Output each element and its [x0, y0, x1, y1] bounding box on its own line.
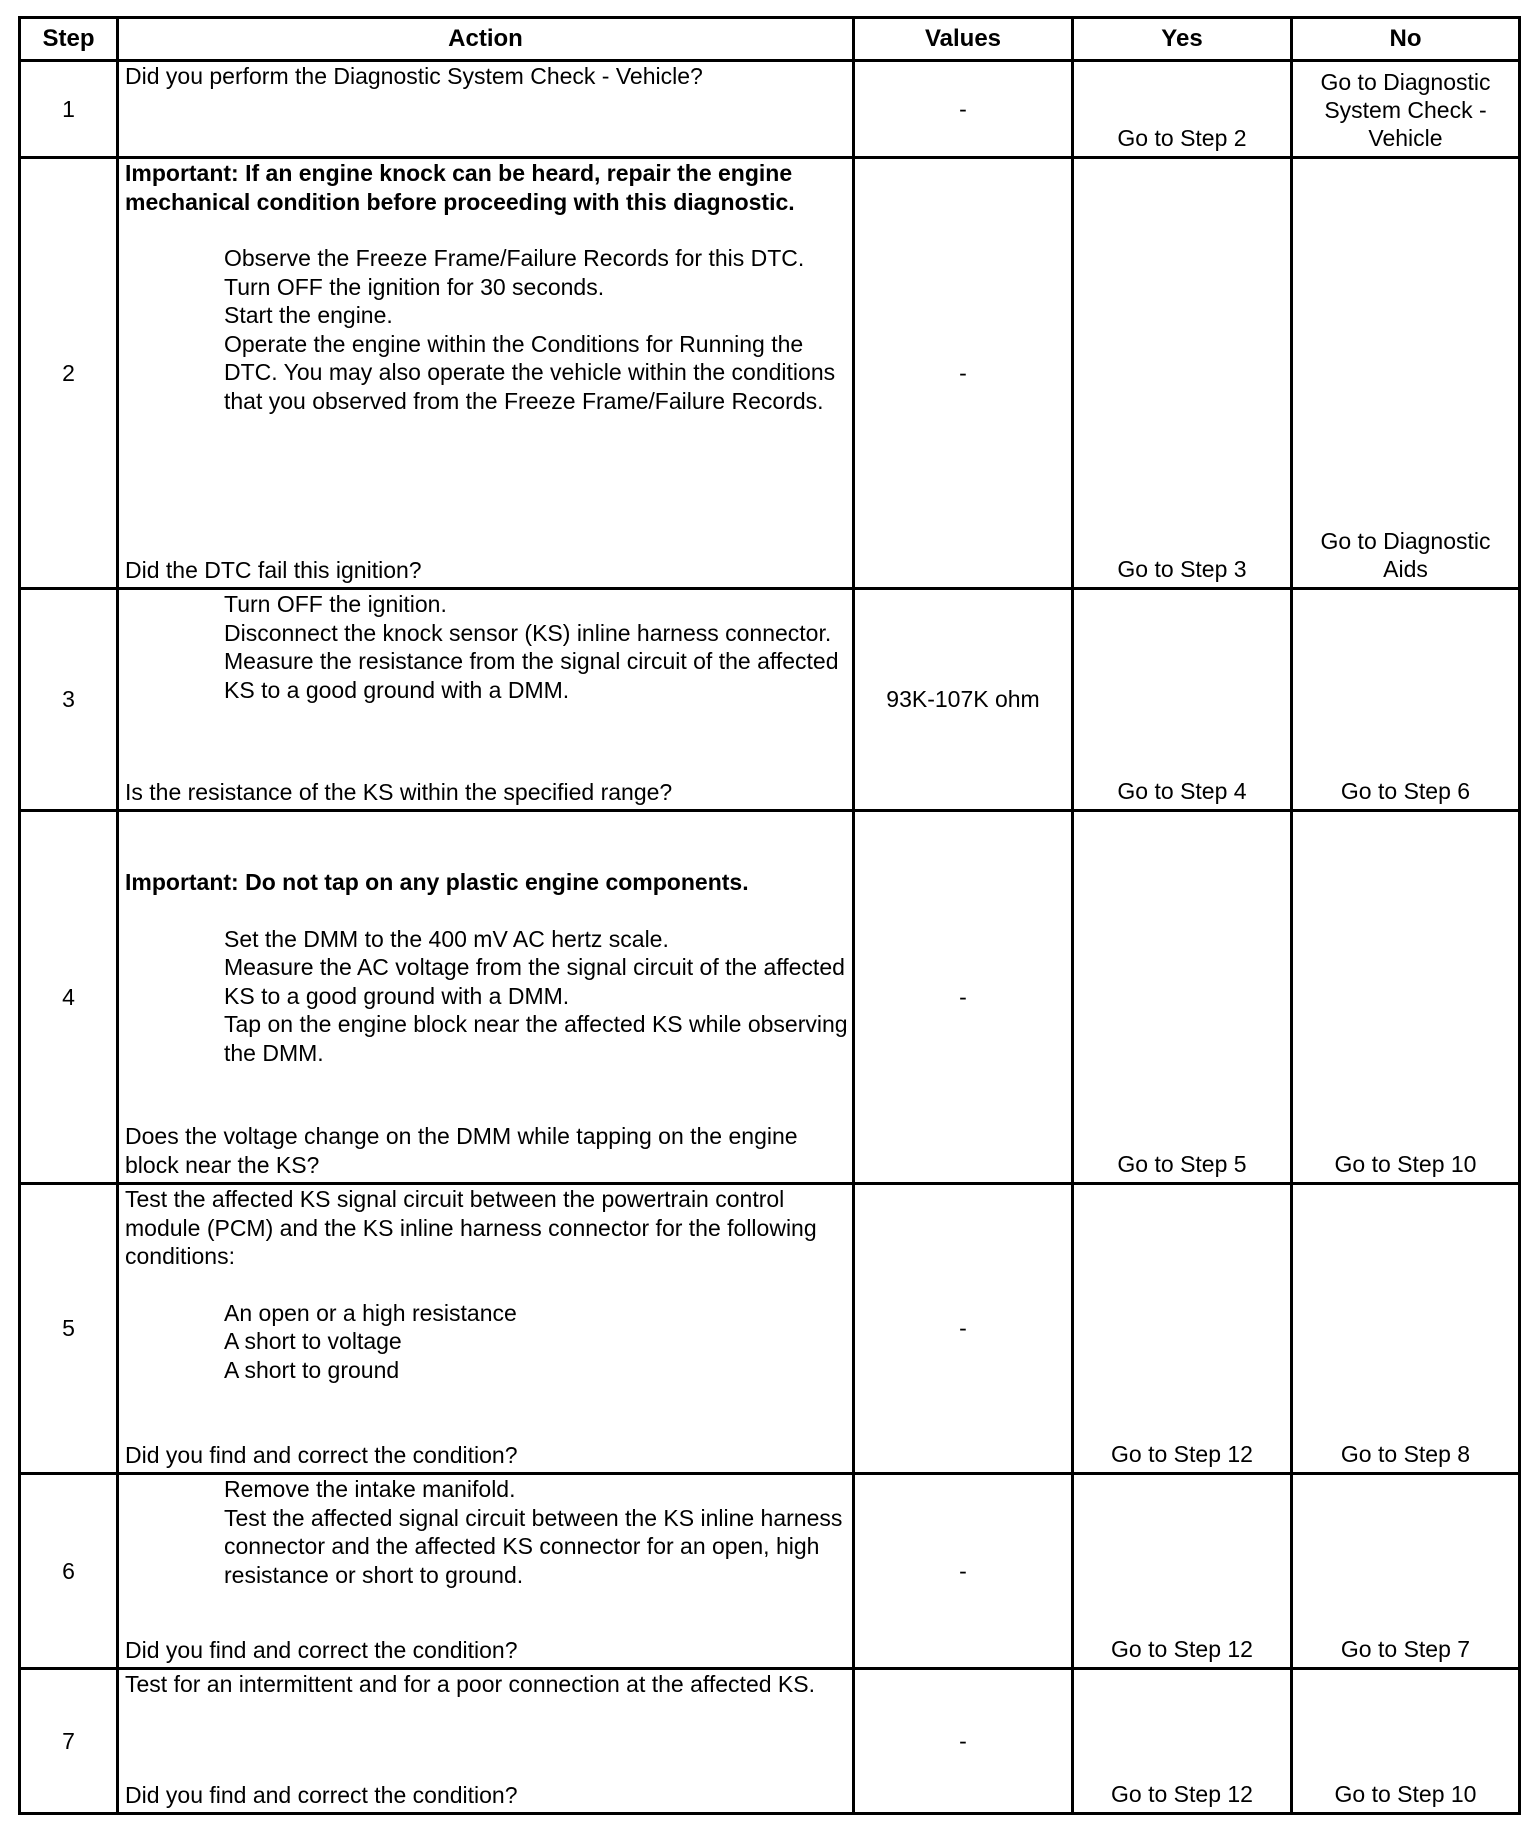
yes-cell: Go to Step 12 [1073, 1474, 1292, 1669]
action-cell [118, 158, 854, 589]
header-row [20, 18, 1520, 61]
no-cell: Go to Diagnostic Aids [1292, 158, 1520, 589]
step-number: 4 [20, 811, 118, 1184]
table-row [20, 1474, 1520, 1669]
yes-cell: Go to Step 2 [1073, 61, 1292, 158]
action-step: Turn OFF the ignition. [224, 591, 447, 617]
no-cell: Go to Step 7 [1292, 1474, 1520, 1669]
action-step: Set the DMM to the 400 mV AC hertz scale. [224, 925, 669, 952]
action-step: Observe the Freeze Frame/Failure Records for this DTC. [224, 245, 805, 271]
action-step: Measure the resistance from the signal circuit of the affected KS to a good ground with a DMM. [224, 648, 839, 703]
table-row [20, 61, 1520, 158]
action-question: Did you find and correct the condition? [125, 1781, 518, 1808]
table-row [20, 811, 1520, 1184]
yes-cell: Go to Step 12 [1073, 1669, 1292, 1814]
table-row [20, 1669, 1520, 1814]
values-cell: - [854, 1669, 1073, 1814]
yes-cell: Go to Step 5 [1073, 811, 1292, 1184]
important-note: Important: If an engine knock can be heard, repair the engine mechanical condition before proceeding with this diagnostic. [125, 160, 795, 215]
values-cell: - [854, 61, 1073, 158]
action-cell [118, 61, 854, 158]
values-cell: - [854, 1184, 1073, 1474]
header-action: Action [118, 18, 854, 61]
header-step: Step [20, 18, 118, 61]
header-values: Values [854, 18, 1073, 61]
values-cell: - [854, 1474, 1073, 1669]
action-cell [118, 589, 854, 811]
no-cell: Go to Step 8 [1292, 1184, 1520, 1474]
action-cell [118, 811, 854, 1184]
values-cell: - [854, 811, 1073, 1184]
action-question: Did the DTC fail this ignition? [125, 556, 422, 583]
step-number: 5 [20, 1184, 118, 1474]
action-question: Did you find and correct the condition? [125, 1636, 518, 1663]
step-number: 1 [20, 61, 118, 158]
step-number: 7 [20, 1669, 118, 1814]
no-cell: Go to Step 6 [1292, 589, 1520, 811]
action-step: Operate the engine within the Conditions for Running the DTC. You may also operate the vehicle within the conditions that you observed from the Freeze Frame/Failure Records. [224, 330, 836, 414]
action-intro: Test the affected KS signal circuit between the powertrain control module (PCM) and the KS inline harness connector for the following conditions: [125, 1186, 817, 1269]
important-note: Important: Do not tap on any plastic engine components. [125, 869, 749, 895]
action-intro: Test for an intermittent and for a poor connection at the affected KS. [125, 1671, 815, 1697]
table-row [20, 589, 1520, 811]
action-question: Is the resistance of the KS within the specified range? [125, 778, 673, 805]
action-question: Does the voltage change on the DMM while tapping on the engine block near the KS? [125, 1123, 798, 1178]
yes-cell: Go to Step 4 [1073, 589, 1292, 811]
action-question: Did you perform the Diagnostic System Check - Vehicle? [125, 63, 703, 89]
step-number: 6 [20, 1474, 118, 1669]
action-step: Tap on the engine block near the affected KS while observing the DMM. [224, 1011, 848, 1066]
action-step: Start the engine. [224, 302, 393, 328]
action-cell [118, 1669, 854, 1814]
yes-cell: Go to Step 12 [1073, 1184, 1292, 1474]
action-step: Remove the intake manifold. [224, 1476, 516, 1502]
action-step: Test the affected signal circuit between the KS inline harness connector and the affected KS connector for an open, high resistance or short to ground. [224, 1504, 843, 1588]
action-step: Turn OFF the ignition for 30 seconds. [224, 273, 605, 300]
action-step: An open or a high resistance [224, 1299, 517, 1326]
action-step: A short to voltage [224, 1328, 402, 1354]
action-step: Measure the AC voltage from the signal circuit of the affected KS to a good ground with a DMM. [224, 954, 845, 1009]
header-yes: Yes [1073, 18, 1292, 61]
action-cell [118, 1474, 854, 1669]
no-cell: Go to Step 10 [1292, 811, 1520, 1184]
header-no: No [1292, 18, 1520, 61]
diagnostic-table [18, 16, 1521, 1815]
action-step: Disconnect the knock sensor (KS) inline harness connector. [224, 619, 832, 646]
values-cell: 93K-107K ohm [854, 589, 1073, 811]
step-number: 3 [20, 589, 118, 811]
step-number: 2 [20, 158, 118, 589]
action-cell [118, 1184, 854, 1474]
action-step: A short to ground [224, 1356, 400, 1383]
table-row [20, 158, 1520, 589]
table-row [20, 1184, 1520, 1474]
no-cell: Go to Step 10 [1292, 1669, 1520, 1814]
no-cell: Go to Diagnostic System Check - Vehicle [1292, 61, 1520, 158]
yes-cell: Go to Step 3 [1073, 158, 1292, 589]
action-question: Did you find and correct the condition? [125, 1441, 518, 1468]
values-cell: - [854, 158, 1073, 589]
